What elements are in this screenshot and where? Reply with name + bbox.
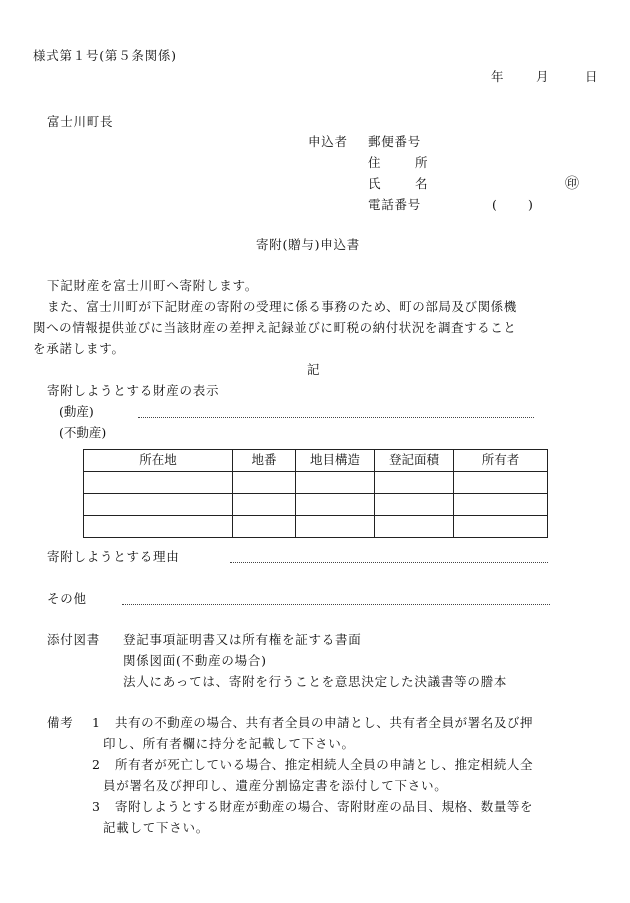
note-1-number: 1 [92,715,100,730]
name-label-2: 名 [415,176,428,191]
property-heading: 寄附しようとする財産の表示 [47,383,220,398]
attachments-label: 添付図書 [47,632,101,647]
body-line-2: また、富士川町が下記財産の寄附の受理に係る事務のため、町の部局及び関係機 [47,299,517,314]
ki-heading: 記 [307,362,320,377]
immovable-label: (不動産) [59,425,107,440]
note-2-line-1: 所有者が死亡している場合、推定相続人全員の申請とし、推定相続人全 [115,757,534,772]
body-line-1: 下記財産を富士川町へ寄附します。 [47,278,259,293]
seal-mark: ㊞ [565,176,579,192]
table-header-row [84,450,548,472]
notes-label: 備考 [47,715,74,730]
header-lot-number: 地番 [233,450,296,472]
other-dotted-line [122,604,550,605]
name-label-1: 氏 [368,176,381,191]
phone-paren-open: ( [492,197,497,212]
table-cell[interactable] [375,472,454,494]
table-cell[interactable] [375,494,454,516]
body-line-4: を承諾します。 [33,341,125,356]
note-3-number: 3 [92,799,100,814]
table-row [84,494,548,516]
note-2-number: 2 [92,757,100,772]
postal-code-label: 郵便番号 [368,134,422,149]
date-day-label: 日 [585,69,598,84]
note-1-line-2: 印し、所有者欄に持分を記載して下さい。 [103,736,355,751]
applicant-label: 申込者 [308,134,348,149]
table-cell[interactable] [233,516,296,538]
header-owner: 所有者 [454,450,548,472]
note-1-line-1: 共有の不動産の場合、共有者全員の申請とし、共有者全員が署名及び押 [115,715,534,730]
reason-label: 寄附しようとする理由 [47,549,180,564]
note-3-line-2: 記載して下さい。 [103,820,210,835]
document-title: 寄附(贈与)申込書 [256,237,361,252]
table-cell[interactable] [84,494,233,516]
reason-dotted-line [230,562,548,563]
table-cell[interactable] [84,472,233,494]
address-label-2: 所 [415,155,428,170]
note-3-line-1: 寄附しようとする財産が動産の場合、寄附財産の品目、規格、数量等を [115,799,534,814]
table-cell[interactable] [375,516,454,538]
other-label: その他 [47,591,87,606]
table-row [84,516,548,538]
property-table [83,449,548,538]
header-land-category: 地目構造 [296,450,375,472]
table-cell[interactable] [233,494,296,516]
header-location: 所在地 [84,450,233,472]
table-cell[interactable] [296,494,375,516]
phone-label: 電話番号 [368,197,422,212]
table-cell[interactable] [84,516,233,538]
table-cell[interactable] [296,516,375,538]
table-cell[interactable] [454,472,548,494]
table-row [84,472,548,494]
date-year-label: 年 [491,69,504,84]
movable-dotted-line [138,417,534,418]
attachment-item-3: 法人にあっては、寄附を行うことを意思決定した決議書等の謄本 [123,674,508,689]
header-registered-area: 登記面積 [375,450,454,472]
note-2-line-2: 員が署名及び押印し、遺産分割協定書を添付して下さい。 [103,778,448,793]
table-cell[interactable] [233,472,296,494]
table-cell[interactable] [296,472,375,494]
form-number: 様式第１号(第５条関係) [33,48,177,63]
addressee: 富士川町長 [47,114,114,129]
address-label-1: 住 [368,155,381,170]
table-cell[interactable] [454,494,548,516]
movable-label: (動産) [59,404,94,419]
body-line-3: 関への情報提供並びに当該財産の差押え記録並びに町税の納付状況を調査すること [33,320,517,335]
table-cell[interactable] [454,516,548,538]
date-month-label: 月 [536,69,549,84]
phone-paren-close: ) [528,197,533,212]
attachment-item-2: 関係図面(不動産の場合) [123,653,267,668]
attachment-item-1: 登記事項証明書又は所有権を証する書面 [123,632,362,647]
